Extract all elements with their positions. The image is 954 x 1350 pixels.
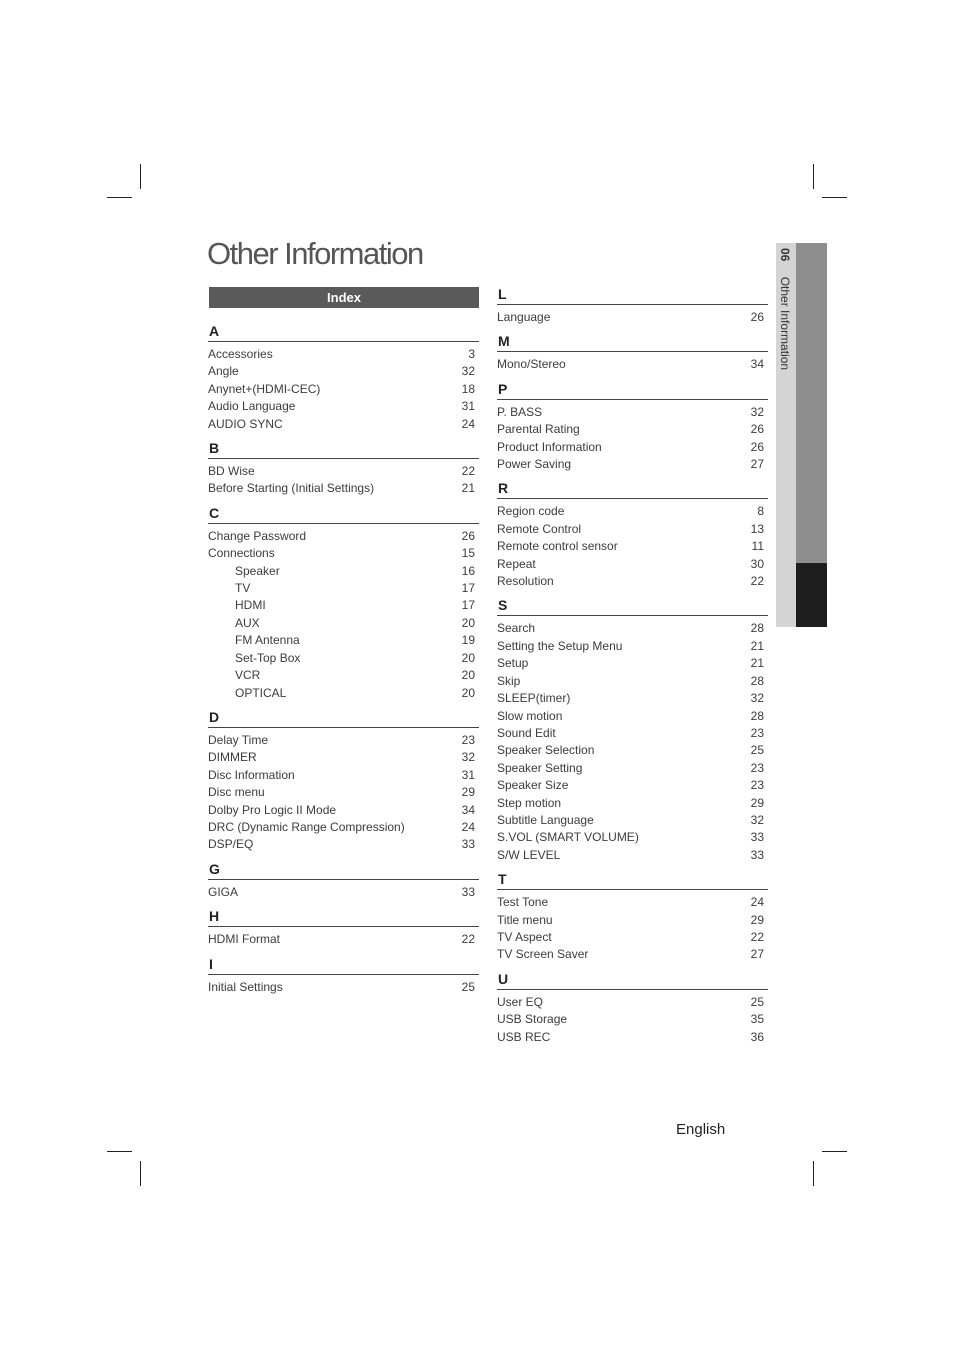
index-entry [497, 690, 768, 707]
entry-page-number: 35 [750, 1012, 764, 1027]
index-entry [497, 994, 768, 1011]
crop-mark [813, 164, 814, 189]
section-letter: L [497, 285, 768, 305]
index-section-s [497, 596, 768, 870]
entry-label: Delay Time [208, 732, 269, 747]
entry-label: Title menu [497, 912, 553, 927]
entry-page-number: 20 [461, 650, 475, 665]
chapter-title: Other Information [778, 276, 792, 371]
index-entry [497, 456, 768, 473]
entry-label: Remote Control [497, 521, 582, 536]
index-entry [497, 421, 768, 438]
entry-label: Subtitle Language [497, 812, 594, 827]
crop-mark [140, 1161, 141, 1186]
entry-label: VCR [235, 668, 261, 683]
entry-page-number: 34 [461, 802, 475, 817]
index-entry [208, 563, 479, 580]
index-entry [497, 742, 768, 759]
section-letter: M [497, 332, 768, 352]
index-entry [208, 767, 479, 784]
entry-label: Angle [208, 364, 239, 379]
entry-label: DRC (Dynamic Range Compression) [208, 819, 405, 834]
entry-label: HDMI [235, 598, 266, 613]
index-section-l [497, 285, 768, 332]
index-entry [497, 1029, 768, 1046]
crop-mark [140, 164, 141, 189]
entry-label: Dolby Pro Logic II Mode [208, 802, 337, 817]
section-letter: H [208, 907, 479, 927]
index-right-column [497, 285, 768, 1052]
index-entry [497, 847, 768, 864]
entry-page-number: 33 [461, 884, 475, 899]
entry-page-number: 24 [461, 819, 475, 834]
index-entry [497, 655, 768, 672]
index-section-a [208, 322, 479, 439]
index-section-c [208, 504, 479, 708]
entry-label: TV Screen Saver [497, 947, 589, 962]
entry-page-number: 16 [461, 563, 475, 578]
entry-label: Resolution [497, 574, 554, 589]
section-letter: G [208, 860, 479, 880]
crop-mark [822, 197, 847, 198]
entry-label: Speaker [235, 563, 280, 578]
entry-page-number: 23 [750, 760, 764, 775]
index-entry [208, 480, 479, 497]
entry-page-number: 20 [461, 615, 475, 630]
entry-page-number: 22 [750, 929, 764, 944]
entry-page-number: 22 [461, 464, 475, 479]
entry-label: Sound Edit [497, 725, 556, 740]
entry-label: Region code [497, 504, 565, 519]
index-entry [497, 929, 768, 946]
section-letter: D [208, 708, 479, 728]
entry-page-number: 29 [750, 912, 764, 927]
entry-page-number: 32 [750, 691, 764, 706]
entry-label: BD Wise [208, 464, 255, 479]
entry-label: Power Saving [497, 457, 572, 472]
index-entry [208, 545, 479, 562]
index-entry [208, 416, 479, 433]
entry-label: Speaker Size [497, 778, 569, 793]
section-letter: I [208, 955, 479, 975]
entry-page-number: 28 [750, 673, 764, 688]
index-entry [208, 749, 479, 766]
index-entry [497, 894, 768, 911]
index-section-u [497, 970, 768, 1052]
entry-label: S/W LEVEL [497, 847, 561, 862]
entry-page-number: 23 [750, 778, 764, 793]
index-section-d [208, 708, 479, 860]
entry-label: DSP/EQ [208, 837, 254, 852]
entry-page-number: 13 [750, 521, 764, 536]
entry-label: FM Antenna [235, 633, 300, 648]
entry-label: OPTICAL [235, 685, 287, 700]
entry-label: Speaker Setting [497, 760, 583, 775]
entry-label: Set-Top Box [235, 650, 301, 665]
entry-label: Connections [208, 546, 275, 561]
entry-page-number: 15 [461, 546, 475, 561]
entry-page-number: 31 [461, 399, 475, 414]
index-entry [208, 884, 479, 901]
index-entry [497, 725, 768, 742]
index-entry [497, 760, 768, 777]
entry-label: Audio Language [208, 399, 296, 414]
entry-page-number: 33 [750, 847, 764, 862]
entry-page-number: 33 [750, 830, 764, 845]
index-entry [208, 632, 479, 649]
index-entry [208, 615, 479, 632]
index-entry [497, 1011, 768, 1028]
entry-label: SLEEP(timer) [497, 691, 571, 706]
index-entry [208, 784, 479, 801]
index-section-r [497, 479, 768, 596]
entry-page-number: 17 [461, 581, 475, 596]
entry-label: DIMMER [208, 750, 257, 765]
section-letter: A [208, 322, 479, 342]
section-letter: R [497, 479, 768, 499]
entry-page-number: 24 [750, 895, 764, 910]
index-entry [497, 795, 768, 812]
entry-page-number: 23 [750, 725, 764, 740]
index-entry [208, 931, 479, 948]
footer-language: English [676, 1121, 726, 1138]
section-letter: U [497, 970, 768, 990]
entry-label: Step motion [497, 795, 562, 810]
entry-page-number: 30 [750, 556, 764, 571]
index-section-m [497, 332, 768, 379]
entry-label: Product Information [497, 439, 602, 454]
entry-label: Language [497, 310, 551, 324]
index-entry [497, 829, 768, 846]
index-entry [497, 556, 768, 573]
entry-label: TV Aspect [497, 929, 552, 944]
section-letter: S [497, 596, 768, 616]
entry-label: AUX [235, 615, 260, 630]
entry-page-number: 21 [461, 481, 475, 496]
index-entry [497, 708, 768, 725]
section-letter: P [497, 380, 768, 400]
index-entry [497, 673, 768, 690]
index-header: Index [209, 287, 479, 308]
index-entry [497, 404, 768, 421]
entry-page-number: 32 [750, 812, 764, 827]
entry-label: Setting the Setup Menu [497, 638, 623, 653]
index-entry [497, 946, 768, 963]
entry-page-number: 27 [750, 457, 764, 472]
entry-label: Skip [497, 673, 521, 688]
entry-page-number: 25 [461, 979, 475, 994]
entry-page-number: 21 [750, 638, 764, 653]
entry-page-number: 3 [468, 347, 475, 361]
index-section-h [208, 907, 479, 954]
entry-page-number: 32 [461, 364, 475, 379]
entry-label: Setup [497, 656, 529, 671]
index-entry [208, 819, 479, 836]
index-entry [208, 979, 479, 996]
entry-page-number: 28 [750, 621, 764, 636]
entry-page-number: 26 [461, 528, 475, 543]
entry-page-number: 20 [461, 685, 475, 700]
index-entry [497, 356, 768, 373]
index-entry [208, 381, 479, 398]
page-title: Other Information [207, 236, 423, 271]
entry-label: Disc menu [208, 785, 265, 800]
entry-page-number: 28 [750, 708, 764, 723]
index-entry [208, 650, 479, 667]
index-entry [208, 463, 479, 480]
crop-mark [107, 197, 132, 198]
entry-label: Remote control sensor [497, 539, 618, 554]
index-left-column [208, 322, 479, 1002]
index-entry [208, 597, 479, 614]
chapter-number: 06 [778, 248, 792, 262]
entry-label: USB REC [497, 1029, 551, 1044]
entry-page-number: 23 [461, 732, 475, 747]
entry-page-number: 17 [461, 598, 475, 613]
entry-label: Accessories [208, 347, 273, 361]
entry-label: Anynet+(HDMI-CEC) [208, 381, 321, 396]
index-entry [208, 836, 479, 853]
index-entry [497, 912, 768, 929]
index-entry [208, 685, 479, 702]
index-section-b [208, 439, 479, 504]
index-section-p [497, 380, 768, 480]
entry-page-number: 25 [750, 994, 764, 1009]
entry-label: TV [235, 581, 251, 596]
index-entry [208, 528, 479, 545]
entry-label: P. BASS [497, 404, 543, 419]
index-entry [497, 620, 768, 637]
entry-label: Speaker Selection [497, 743, 595, 758]
index-entry [497, 638, 768, 655]
entry-label: Mono/Stereo [497, 357, 566, 372]
entry-page-number: 22 [750, 574, 764, 589]
entry-page-number: 26 [750, 439, 764, 454]
index-entry [208, 667, 479, 684]
entry-label: USB Storage [497, 1012, 568, 1027]
entry-label: Search [497, 621, 536, 636]
entry-label: Repeat [497, 556, 536, 571]
index-entry [497, 309, 768, 326]
index-entry [497, 538, 768, 555]
crop-mark [822, 1151, 847, 1152]
entry-label: User EQ [497, 994, 544, 1009]
index-entry [208, 363, 479, 380]
entry-page-number: 34 [750, 357, 764, 372]
entry-page-number: 32 [750, 404, 764, 419]
entry-page-number: 33 [461, 837, 475, 852]
entry-label: Test Tone [497, 895, 549, 910]
index-section-g [208, 860, 479, 907]
index-section-t [497, 870, 768, 970]
index-entry [497, 439, 768, 456]
chapter-label [778, 248, 792, 370]
entry-page-number: 20 [461, 668, 475, 683]
index-entry [208, 732, 479, 749]
entry-label: Slow motion [497, 708, 563, 723]
entry-page-number: 29 [750, 795, 764, 810]
index-entry [497, 777, 768, 794]
entry-label: AUDIO SYNC [208, 416, 283, 431]
index-entry [497, 812, 768, 829]
index-entry [208, 346, 479, 363]
entry-label: Disc Information [208, 767, 295, 782]
entry-label: Before Starting (Initial Settings) [208, 481, 375, 496]
entry-page-number: 29 [461, 785, 475, 800]
entry-page-number: 36 [750, 1029, 764, 1044]
entry-page-number: 26 [750, 422, 764, 437]
index-entry [208, 802, 479, 819]
index-entry [497, 573, 768, 590]
entry-page-number: 22 [461, 932, 475, 947]
index-entry [497, 521, 768, 538]
crop-mark [107, 1151, 132, 1152]
entry-page-number: 18 [461, 381, 475, 396]
entry-label: GIGA [208, 884, 239, 899]
index-entry [208, 580, 479, 597]
entry-label: Change Password [208, 528, 307, 543]
section-letter: C [208, 504, 479, 524]
section-letter: B [208, 439, 479, 459]
index-section-i [208, 955, 479, 1002]
entry-page-number: 8 [757, 504, 764, 519]
entry-page-number: 24 [461, 416, 475, 431]
entry-page-number: 21 [750, 656, 764, 671]
entry-label: S.VOL (SMART VOLUME) [497, 830, 639, 845]
entry-page-number: 26 [750, 310, 764, 324]
entry-label: Initial Settings [208, 979, 283, 994]
entry-label: Parental Rating [497, 422, 580, 437]
entry-label: HDMI Format [208, 932, 280, 947]
entry-page-number: 31 [461, 767, 475, 782]
entry-page-number: 32 [461, 750, 475, 765]
entry-page-number: 19 [461, 633, 475, 648]
index-entry [497, 503, 768, 520]
entry-page-number: 11 [751, 539, 764, 554]
entry-page-number: 25 [750, 743, 764, 758]
crop-mark [813, 1161, 814, 1186]
section-letter: T [497, 870, 768, 890]
entry-page-number: 27 [750, 947, 764, 962]
index-entry [208, 398, 479, 415]
